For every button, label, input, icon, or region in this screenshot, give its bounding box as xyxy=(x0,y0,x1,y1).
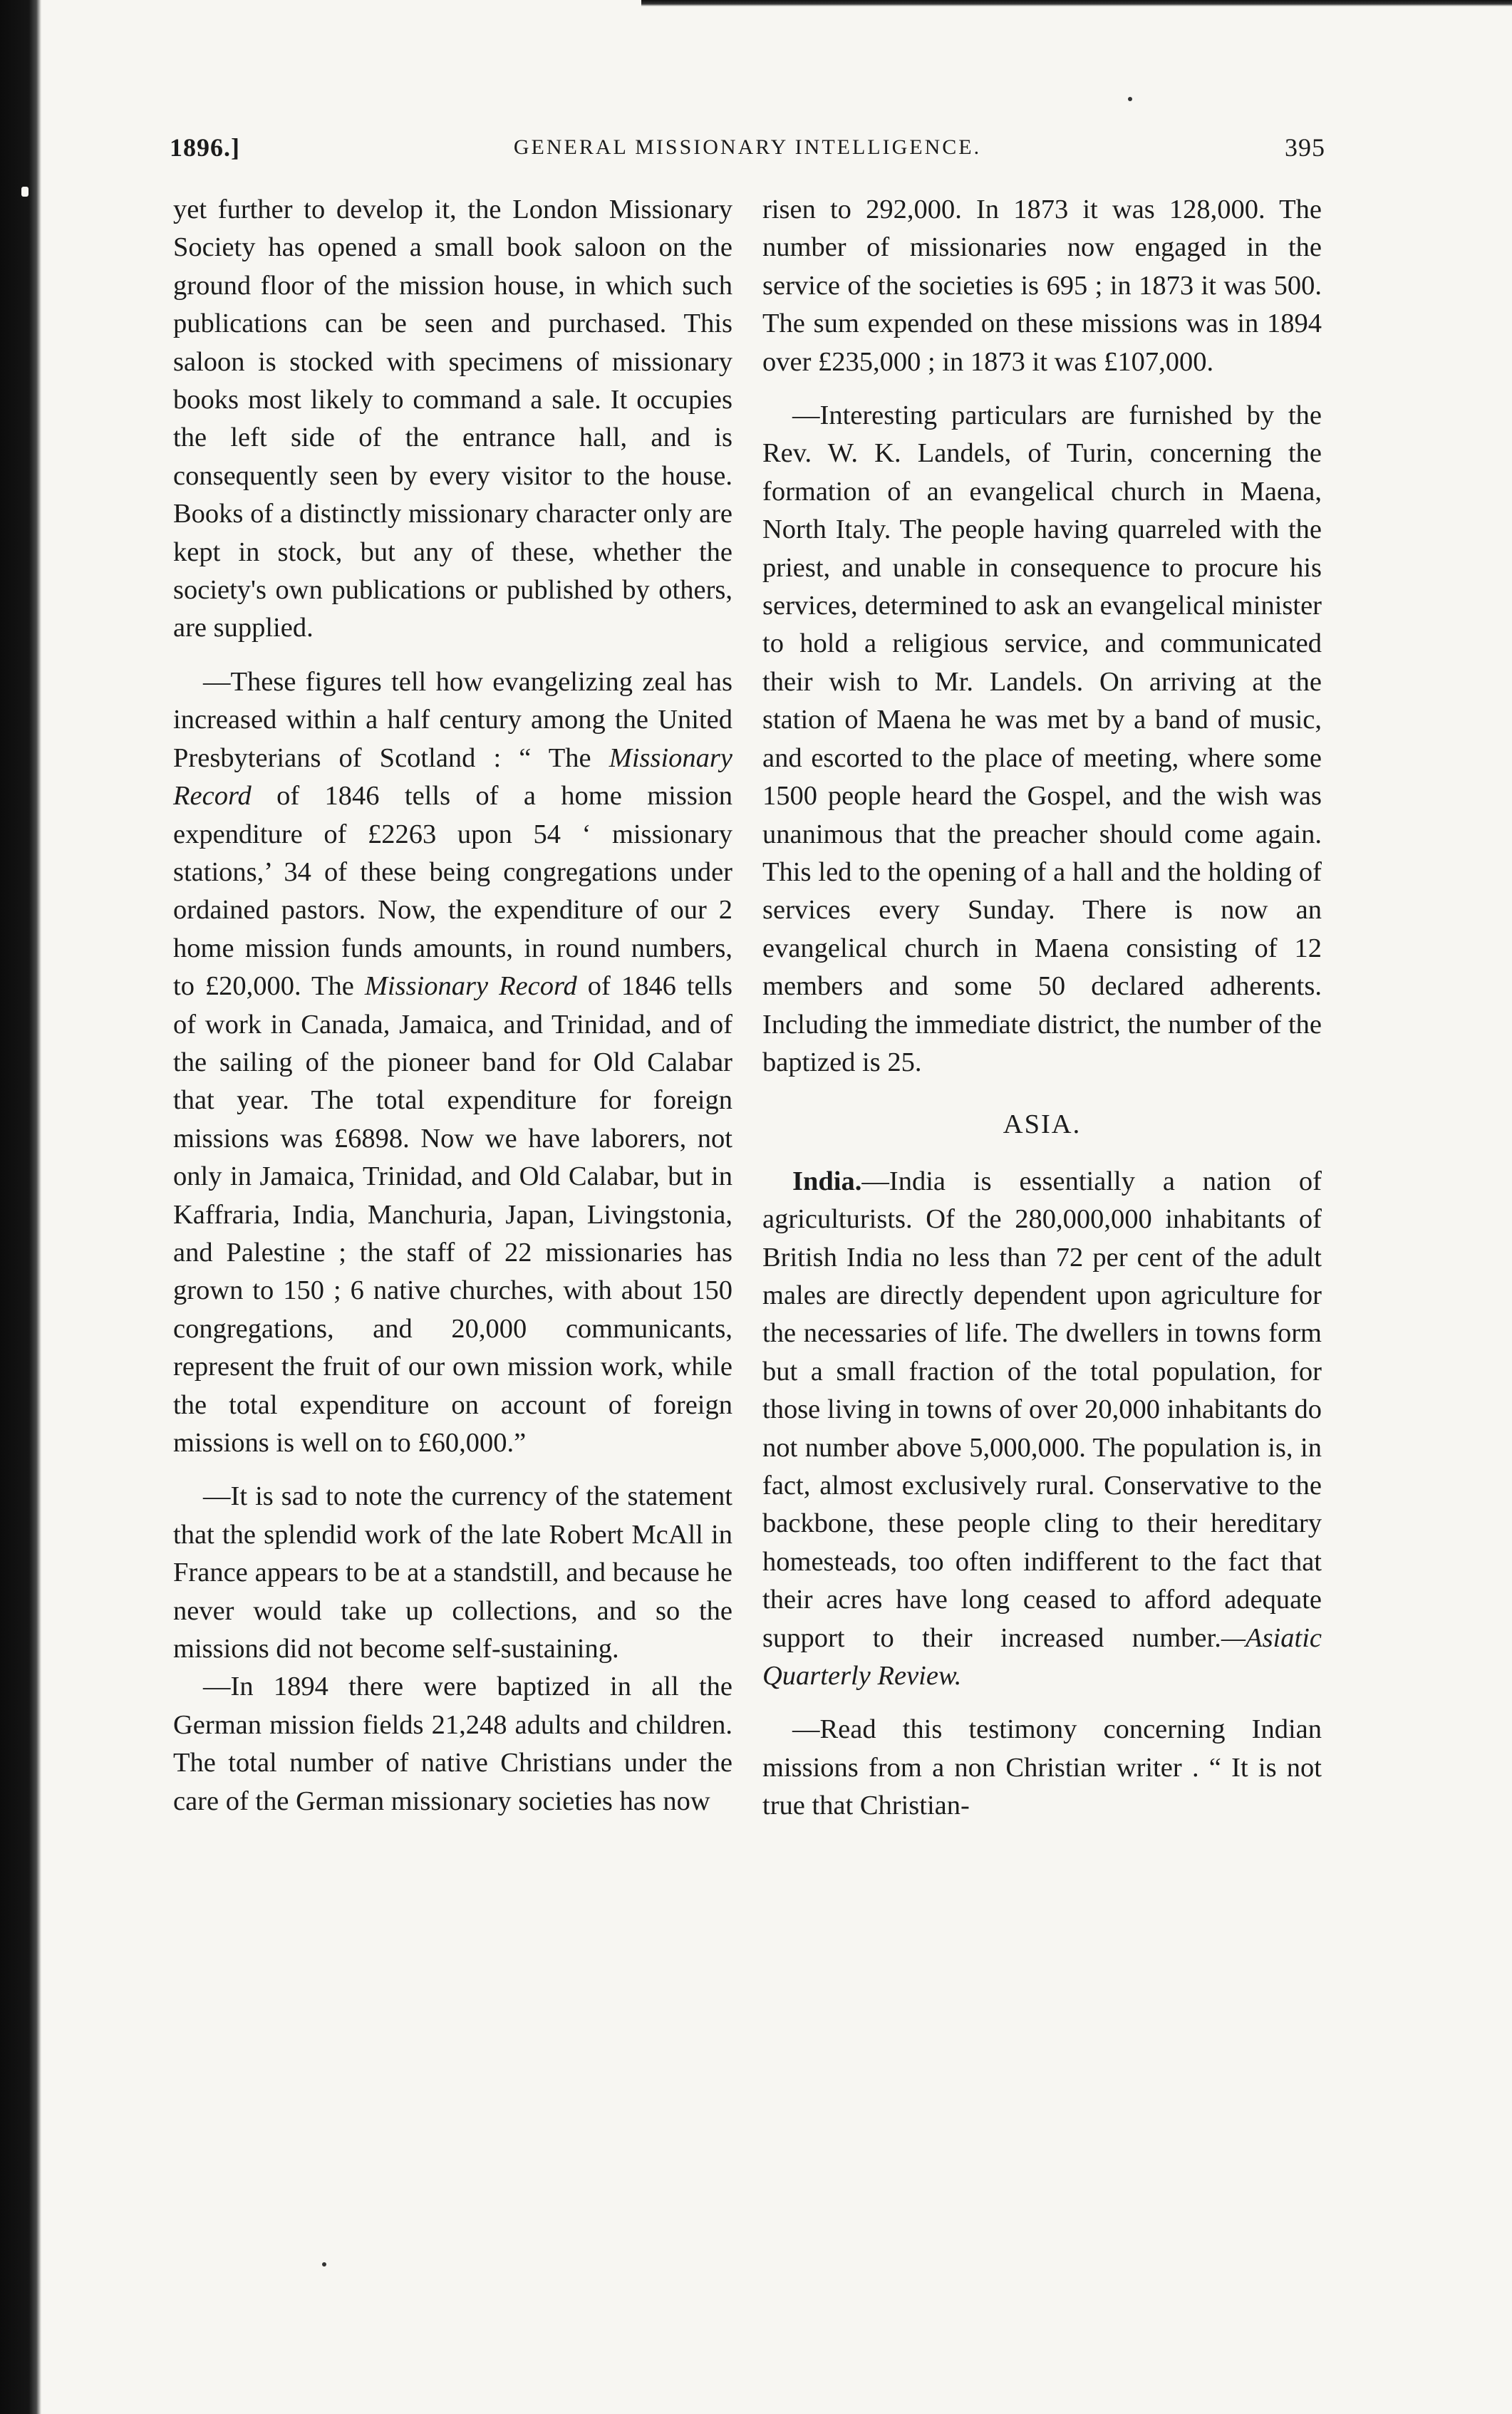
paragraph-mcall: —It is sad to note the currency of the statement that the splendid work of the late Robert McAll in France appears to be at a standstill, and because he never would take up collections, and so the missions did not become self-sustaining. xyxy=(173,1481,732,1664)
text-run: of 1846 tells of a home mission expenditure of £2263 upon 54 ‘ missionary stations,’ 34 of these being congregations under ordained pastors. Now, the expenditure of our 2 home mission funds amounts, in round numbers, to £20,000. The xyxy=(173,781,732,1002)
paragraph-maena-church: —Interesting particulars are furnished by the Rev. W. K. Landels, of Turin, concerning the formation of an evangelical church in Maena, North Italy. The people having quarreled with the priest, and unable in consequence to procure his services, determined to ask an evangelical minister to hold a religious service, and communicated their wish to Mr. Landels. On arriving at the station of Maena he was met by a band of music, and escorted to the place of meeting, where some 1500 people heard the Gospel, and the wish was unanimous that the preacher should come again. This led to the opening of a hall and the holding of services every Sunday. There is now an evangelical church in Maena consisting of 12 members and some 50 declared adherents. Including the immediate district, the number of the baptized is 25. xyxy=(762,400,1322,1077)
top-scan-rule xyxy=(641,0,1512,6)
text-run: —These figures tell how evangelizing zeal has increased within a half century among the United Presbyterians of Scotland : “ The xyxy=(173,666,732,773)
paragraph-testimony: —Read this testimony concerning Indian missions from a non Christian writer . “ It is not true that Christian- xyxy=(762,1714,1322,1821)
italic-title: Missionary Record xyxy=(364,971,577,1002)
paragraph-india xyxy=(762,1163,1322,1696)
right-column xyxy=(762,191,1322,1825)
italic-title: Missionary Record xyxy=(173,742,732,812)
header-year: 1896.] xyxy=(170,133,240,162)
paragraph-book-saloon: yet further to develop it, the London Missionary Society has opened a small book saloon on the ground floor of the mission house, in which such publications can be seen and purchased. This saloon is stocked with specimens of missionary books most likely to command a sale. It occupies the left side of the entrance hall, and is consequently seen by every visitor to the house. Books of a distinctly missionary character only are kept in stock, but any of these, whether the society's own publications or published by others, are supplied. xyxy=(173,195,732,643)
paragraph-united-presbyterians xyxy=(173,663,732,1463)
section-heading-asia: ASIA. xyxy=(1003,1109,1082,1140)
source-citation: —Asiatic Quarterly Review. xyxy=(762,1622,1322,1692)
binding-notch xyxy=(21,187,29,197)
header-title: GENERAL MISSIONARY INTELLIGENCE. xyxy=(513,135,982,159)
paragraph-german-missions: —In 1894 there were baptized in all the German mission fields 21,248 adults and children. The total number of native Christians under the care of the German missionary societies has now xyxy=(173,1672,732,1816)
stray-mark xyxy=(1128,97,1132,101)
paragraph-german-continued: risen to 292,000. In 1873 it was 128,000. The number of missionaries now engaged in the service of the societies is 695 ; in 1873 it was 500. The sum expended on these missions was in 1894 over £235,000 ; in 1873 it was £107,000. xyxy=(762,195,1322,377)
stray-mark xyxy=(322,2262,326,2267)
text-run: of 1846 tells of work in Canada, Jamaica, and Trinidad, and of the sailing of the pioneer band for Old Calabar that year. The total expenditure for foreign missions was £6898. Now we have laborers, not only in Jamaica, Trinidad, and Old Calabar, but in Kaffraria, India, Manchuria, Japan, Livingstonia, and Palestine ; the staff of 22 missionaries has grown to 150 ; 6 native churches, with about 150 congregations, and 20,000 communicants, represent the fruit of our own mission work, while the total expenditure on account of foreign missions is well on to £60,000.” xyxy=(173,971,733,1458)
left-column xyxy=(173,191,732,1820)
scan-binding-edge xyxy=(0,0,41,2414)
text-run: —India is essentially a nation of agriculturists. Of the 280,000,000 inhabitants of British India no less than 72 per cent of the adult males are directly dependent upon agriculture for the necessaries of life. The dwellers in towns form but a small fraction of the total population, for those living in towns of over 20,000 inhabitants do not number above 5,000,000. The population is, in fact, almost exclusively rural. Conservative to the backbone, these people cling to their hereditary homesteads, too often indifferent to the fact that their acres have long ceased to afford adequate support to their increased number. xyxy=(762,1166,1322,1653)
running-head xyxy=(170,133,1325,170)
page-number: 395 xyxy=(1285,133,1325,162)
runin-heading-india: India. xyxy=(792,1166,862,1196)
